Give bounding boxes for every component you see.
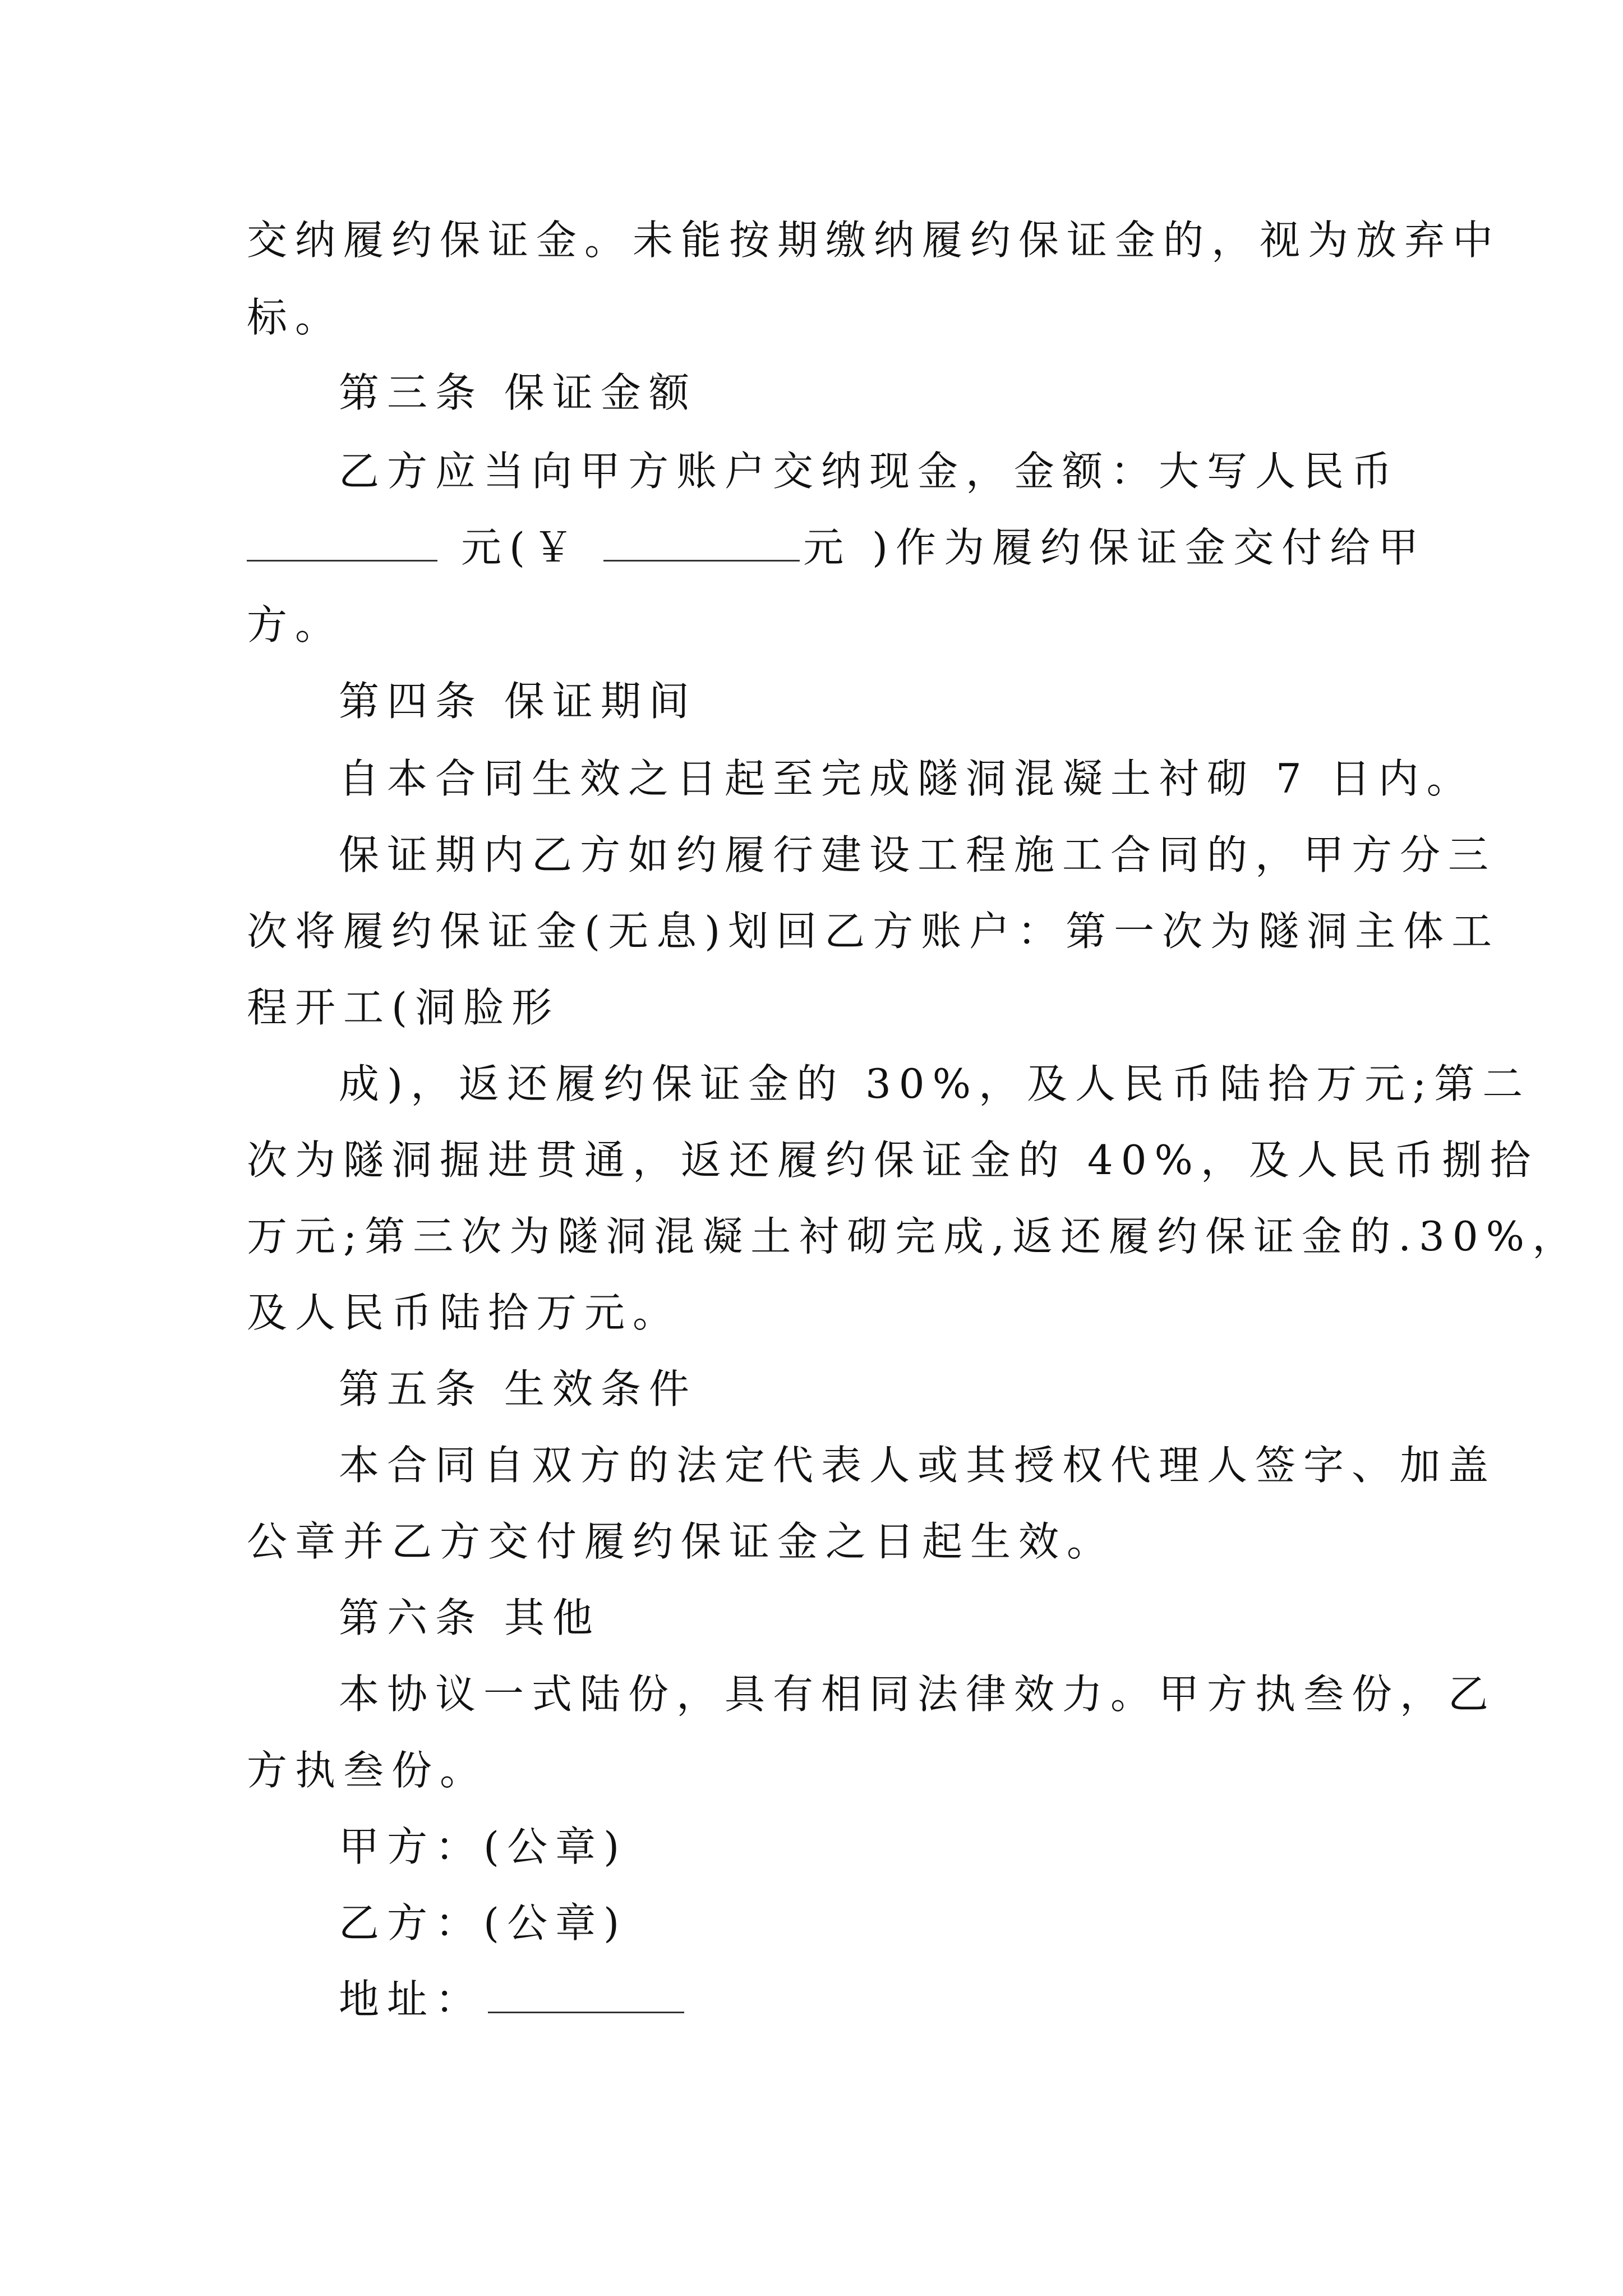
text-line: 次为隧洞掘进贯通，返还履约保证金的 40%，及人民币捌拾 — [247, 1137, 1538, 1184]
text-line: 万元;第三次为隧洞混凝土衬砌完成,返还履约保证金的.30%， — [247, 1213, 1581, 1260]
text-line: 公章并乙方交付履约保证金之日起生效。 — [247, 1518, 1115, 1565]
amount-line-part1: 元(￥ — [461, 524, 582, 571]
amount-line-part2: 元 )作为履约保证金交付给甲 — [803, 524, 1427, 571]
section-heading-3: 第三条 保证金额 — [339, 369, 697, 416]
text-line: 方执叁份。 — [247, 1747, 488, 1794]
section-heading-6: 第六条 其他 — [339, 1594, 601, 1641]
section-heading-5: 第五条 生效条件 — [339, 1365, 697, 1412]
text-line: 乙方应当向甲方账户交纳现金，金额：大写人民币 — [339, 448, 1400, 495]
amount-words-blank — [247, 526, 437, 562]
party-a-seal-line: 甲方：(公章) — [339, 1823, 628, 1870]
text-line: 自本合同生效之日起至完成隧洞混凝土衬砌 7 日内。 — [339, 755, 1475, 802]
text-line: 本协议一式陆份，具有相同法律效力。甲方执叁份，乙 — [339, 1671, 1497, 1718]
section-heading-4: 第四条 保证期间 — [339, 678, 697, 725]
text-line: 标。 — [247, 294, 344, 341]
text-line: 及人民币陆拾万元。 — [247, 1289, 681, 1336]
text-line: 成)，返还履约保证金的 30%，及人民币陆拾万元;第二 — [339, 1060, 1531, 1107]
address-line — [339, 1971, 684, 2027]
amount-line — [247, 519, 1426, 576]
text-line: 次将履约保证金(无息)划回乙方账户：第一次为隧洞主体工 — [247, 908, 1500, 955]
text-line: 方。 — [247, 601, 344, 648]
amount-figure-blank — [603, 526, 800, 562]
address-blank — [488, 1978, 684, 2013]
party-b-seal-line: 乙方：(公章) — [339, 1899, 628, 1947]
text-line: 交纳履约保证金。未能按期缴纳履约保证金的，视为放弃中 — [247, 217, 1501, 264]
text-line: 本合同自双方的法定代表人或其授权代理人签字、加盖 — [339, 1442, 1497, 1489]
text-line: 保证期内乙方如约履行建设工程施工合同的，甲方分三 — [339, 831, 1497, 878]
text-line: 程开工(洞脸形 — [247, 984, 560, 1031]
address-label: 地址： — [339, 1976, 484, 2023]
